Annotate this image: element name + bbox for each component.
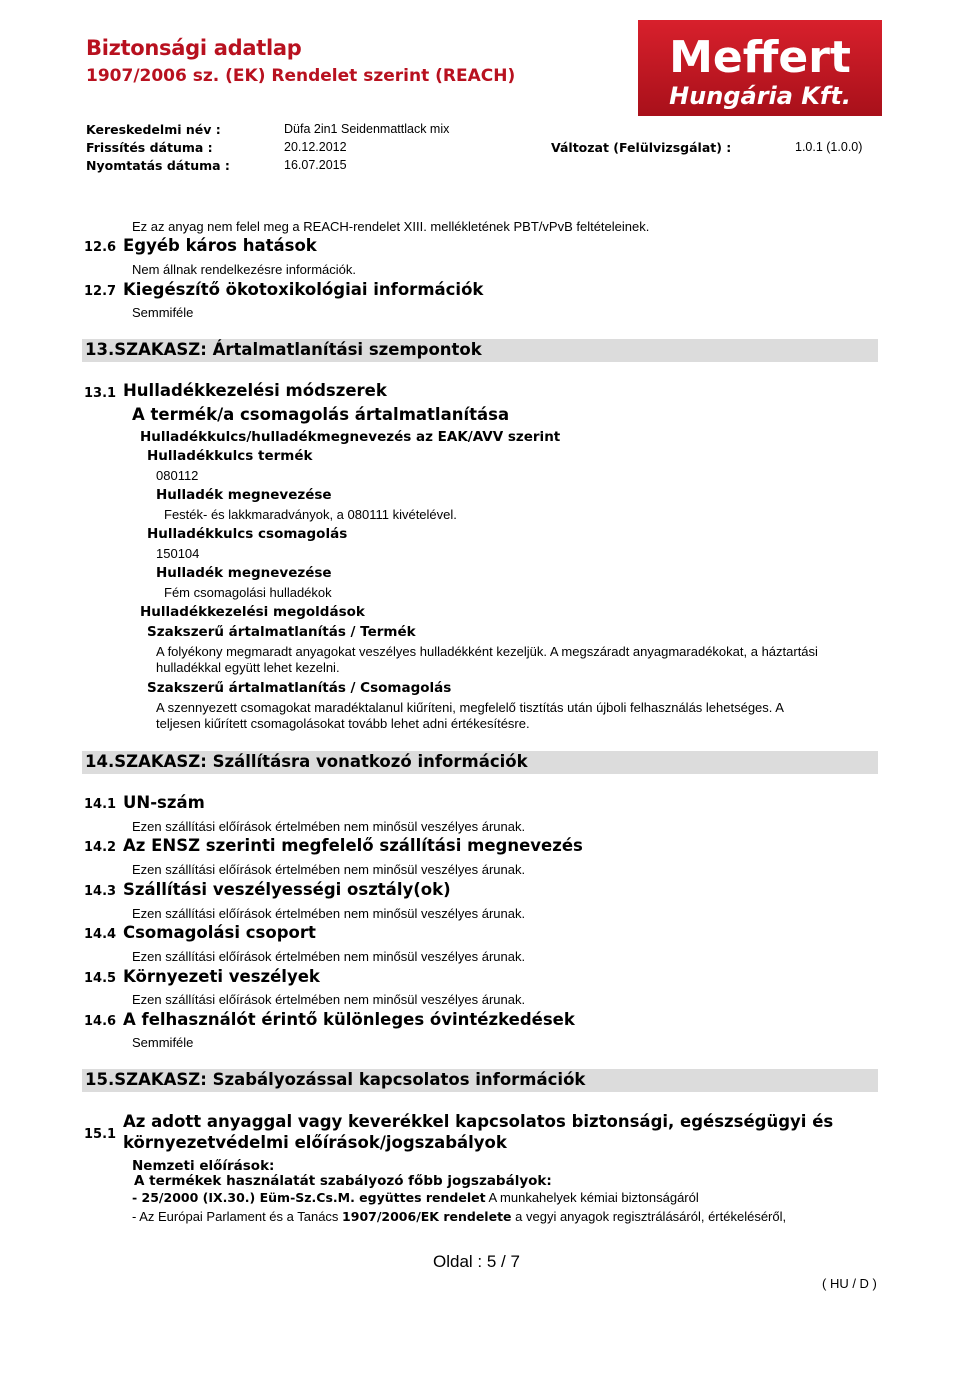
svg-text:Hungária Kft.: Hungária Kft. — [669, 82, 851, 110]
section-14-5-text: Ezen szállítási előírások értelmében nem minősül veszélyes árunak. — [132, 992, 526, 1007]
product-disposal-line1: A folyékony megmaradt anyagokat veszélyes hulladékként kezeljük. A megszáradt anyagmaradékokat, a háztartási — [156, 644, 818, 659]
print-date-value: 16.07.2015 — [284, 158, 347, 172]
revision-date-value: 20.12.2012 — [284, 140, 347, 154]
document-title: Biztonsági adatlap — [86, 36, 302, 60]
pack-key-label: Hulladékkulcs csomagolás — [147, 526, 348, 542]
section-14-2-text: Ezen szállítási előírások értelmében nem minősül veszélyes árunak. — [132, 862, 526, 877]
law-2-bold: 1907/2006/EK rendelete — [342, 1209, 512, 1224]
print-date-label: Nyomtatás dátuma : — [86, 158, 230, 173]
pack-name-label: Hulladék megnevezése — [156, 565, 332, 581]
section-14-6-title: A felhasználót érintő különleges óvintézkedések — [123, 1010, 575, 1029]
section-14-4-text: Ezen szállítási előírások értelmében nem minősül veszélyes árunak. — [132, 949, 526, 964]
revision-date-label: Frissítés dátuma : — [86, 140, 213, 155]
section-14-3-text: Ezen szállítási előírások értelmében nem minősül veszélyes árunak. — [132, 906, 526, 921]
page-number: Oldal : 5 / 7 — [433, 1252, 520, 1271]
section-14-4-number: 14.4 — [84, 927, 117, 942]
section-14-3-title: Szállítási veszélyességi osztály(ok) — [123, 880, 451, 899]
product-key-label: Hulladékkulcs termék — [147, 448, 313, 464]
national-regulations-label: Nemzeti előírások: — [132, 1158, 275, 1174]
law-1-bold: - 25/2000 (IX.30.) Eüm-Sz.Cs.M. együttes rendelet — [132, 1190, 486, 1205]
section-12-6-number: 12.6 — [84, 240, 117, 255]
section-14-6-number: 14.6 — [84, 1014, 117, 1029]
product-name-value: Festék- és lakkmaradványok, a 080111 kivételével. — [164, 507, 457, 522]
law-1-text: A munkahelyek kémiai biztonságáról — [485, 1190, 699, 1205]
law-1 — [132, 1190, 699, 1205]
company-logo — [638, 20, 882, 116]
section-12-6-title: Egyéb káros hatások — [123, 236, 317, 255]
version-label: Változat (Felülvizsgálat) : — [551, 140, 732, 155]
product-disposal-label: Szakszerű ártalmatlanítás / Termék — [147, 624, 416, 640]
section-14-1-text: Ezen szállítási előírások értelmében nem minősül veszélyes árunak. — [132, 819, 526, 834]
section-14-5-title: Környezeti veszélyek — [123, 967, 320, 986]
section-15-1-title-line1: Az adott anyaggal vagy keverékkel kapcsolatos biztonsági, egészségügyi és — [123, 1112, 834, 1131]
section-15-1-number: 15.1 — [84, 1127, 117, 1142]
section-13-title: 13.SZAKASZ: Ártalmatlanítási szempontok — [85, 340, 482, 359]
section-14-3-number: 14.3 — [84, 884, 117, 899]
trade-name-label: Kereskedelmi név : — [86, 122, 221, 137]
section-14-6-text: Semmiféle — [132, 1035, 194, 1050]
product-name-label: Hulladék megnevezése — [156, 487, 332, 503]
section-14-header — [82, 751, 878, 774]
solutions-label: Hulladékkezelési megoldások — [140, 604, 365, 620]
disposal-subtitle: A termék/a csomagolás ártalmatlanítása — [132, 405, 510, 424]
pack-name-value: Fém csomagolási hulladékok — [164, 585, 332, 600]
section-14-1-title: UN-szám — [123, 793, 205, 812]
section-12-7-title: Kiegészítő ökotoxikológiai információk — [123, 280, 484, 299]
section-15-header — [82, 1069, 878, 1092]
pbt-statement: Ez az anyag nem felel meg a REACH-rendelet XIII. mellékletének PBT/vPvB feltételeinek. — [132, 219, 650, 234]
pack-key-value: 150104 — [156, 546, 200, 561]
section-13-1-number: 13.1 — [84, 386, 117, 401]
pack-disposal-line2: teljesen kiűrített csomagolásokat tovább lehet adni értékesítésre. — [156, 716, 530, 731]
section-14-2-number: 14.2 — [84, 840, 117, 855]
law-2-text: a vegyi anyagok regisztrálásáról, értékeléséről, — [511, 1209, 787, 1224]
law-2 — [132, 1209, 786, 1224]
pack-disposal-label: Szakszerű ártalmatlanítás / Csomagolás — [147, 680, 452, 696]
section-12-7-text: Semmiféle — [132, 305, 194, 320]
section-13-header — [82, 339, 878, 362]
section-12-6-text: Nem állnak rendelkezésre információk. — [132, 262, 356, 277]
product-key-value: 080112 — [156, 468, 199, 483]
section-14-title: 14.SZAKASZ: Szállításra vonatkozó információk — [85, 752, 528, 771]
section-14-5-number: 14.5 — [84, 971, 117, 986]
section-15-title: 15.SZAKASZ: Szabályozással kapcsolatos információk — [85, 1070, 586, 1089]
document-subtitle: 1907/2006 sz. (EK) Rendelet szerint (REACH) — [86, 66, 516, 86]
section-15-1-title-line2: környezetvédelmi előírások/jogszabályok — [123, 1133, 507, 1152]
law-2-prefix: - Az Európai Parlament és a Tanács — [132, 1209, 343, 1224]
ewc-label: Hulladékkulcs/hulladékmegnevezés az EAK/AVV szerint — [140, 429, 561, 445]
language-code: ( HU / D ) — [822, 1276, 877, 1291]
pack-disposal-line1: A szennyezett csomagokat maradéktalanul kiűríteni, megfelelő tisztítás után újboli felhasználás lehetséges. A — [156, 700, 784, 715]
section-14-1-number: 14.1 — [84, 797, 117, 812]
product-disposal-line2: hulladékkal együtt lehet kezelni. — [156, 660, 340, 675]
svg-text:Meffert: Meffert — [669, 32, 851, 83]
section-12-7-number: 12.7 — [84, 284, 117, 299]
section-14-2-title: Az ENSZ szerinti megfelelő szállítási megnevezés — [123, 836, 583, 855]
version-value: 1.0.1 (1.0.0) — [795, 140, 863, 154]
main-laws-label: A termékek használatát szabályozó főbb jogszabályok: — [134, 1173, 552, 1189]
section-14-4-title: Csomagolási csoport — [123, 923, 316, 942]
trade-name-value: Düfa 2in1 Seidenmattlack mix — [284, 122, 450, 136]
section-13-1-title: Hulladékkezelési módszerek — [123, 381, 387, 400]
